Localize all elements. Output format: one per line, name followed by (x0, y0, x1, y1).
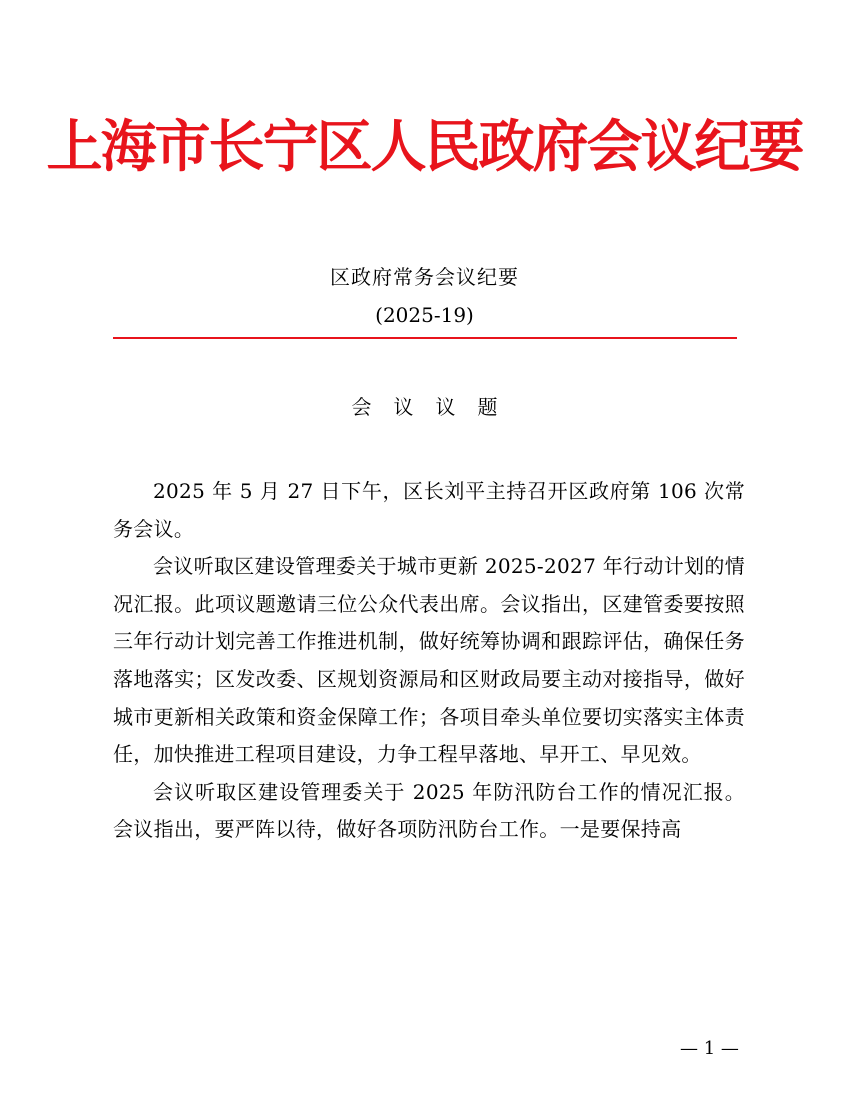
body-paragraph: 会议听取区建设管理委关于 2025 年防汛防台工作的情况汇报。会议指出，要严阵以待，做好各项防汛防台工作。一是要保持高 (113, 779, 745, 842)
document-masthead: 上海市长宁区人民政府会议纪要 (46, 114, 803, 180)
section-heading: 会议议题 (351, 395, 520, 419)
document-body (113, 473, 745, 849)
red-separator-line (113, 337, 737, 339)
page-number: — 1 — (680, 1038, 739, 1059)
body-paragraph: 会议听取区建设管理委关于城市更新 2025-2027 年行动计划的情况汇报。此项议题邀请三位公众代表出席。会议指出，区建管委要按照三年行动计划完善工作推进机制，做好统筹协调和跟踪评估，确保任务落地落实；区发改委、区规划资源局和区财政局要主动对接指导，做好城市更新相关政策和资金保障工作；各项目牵头单位要切实落实主体责任，加快推进工程项目建设，力争工程早落地、早开工、早见效。 (113, 554, 745, 767)
body-paragraph: 2025 年 5 月 27 日下午，区长刘平主持召开区政府第 106 次常务会议。 (113, 479, 745, 541)
document-number: (2025-19) (375, 303, 474, 327)
document-type-title: 区政府常务会议纪要 (330, 265, 519, 289)
